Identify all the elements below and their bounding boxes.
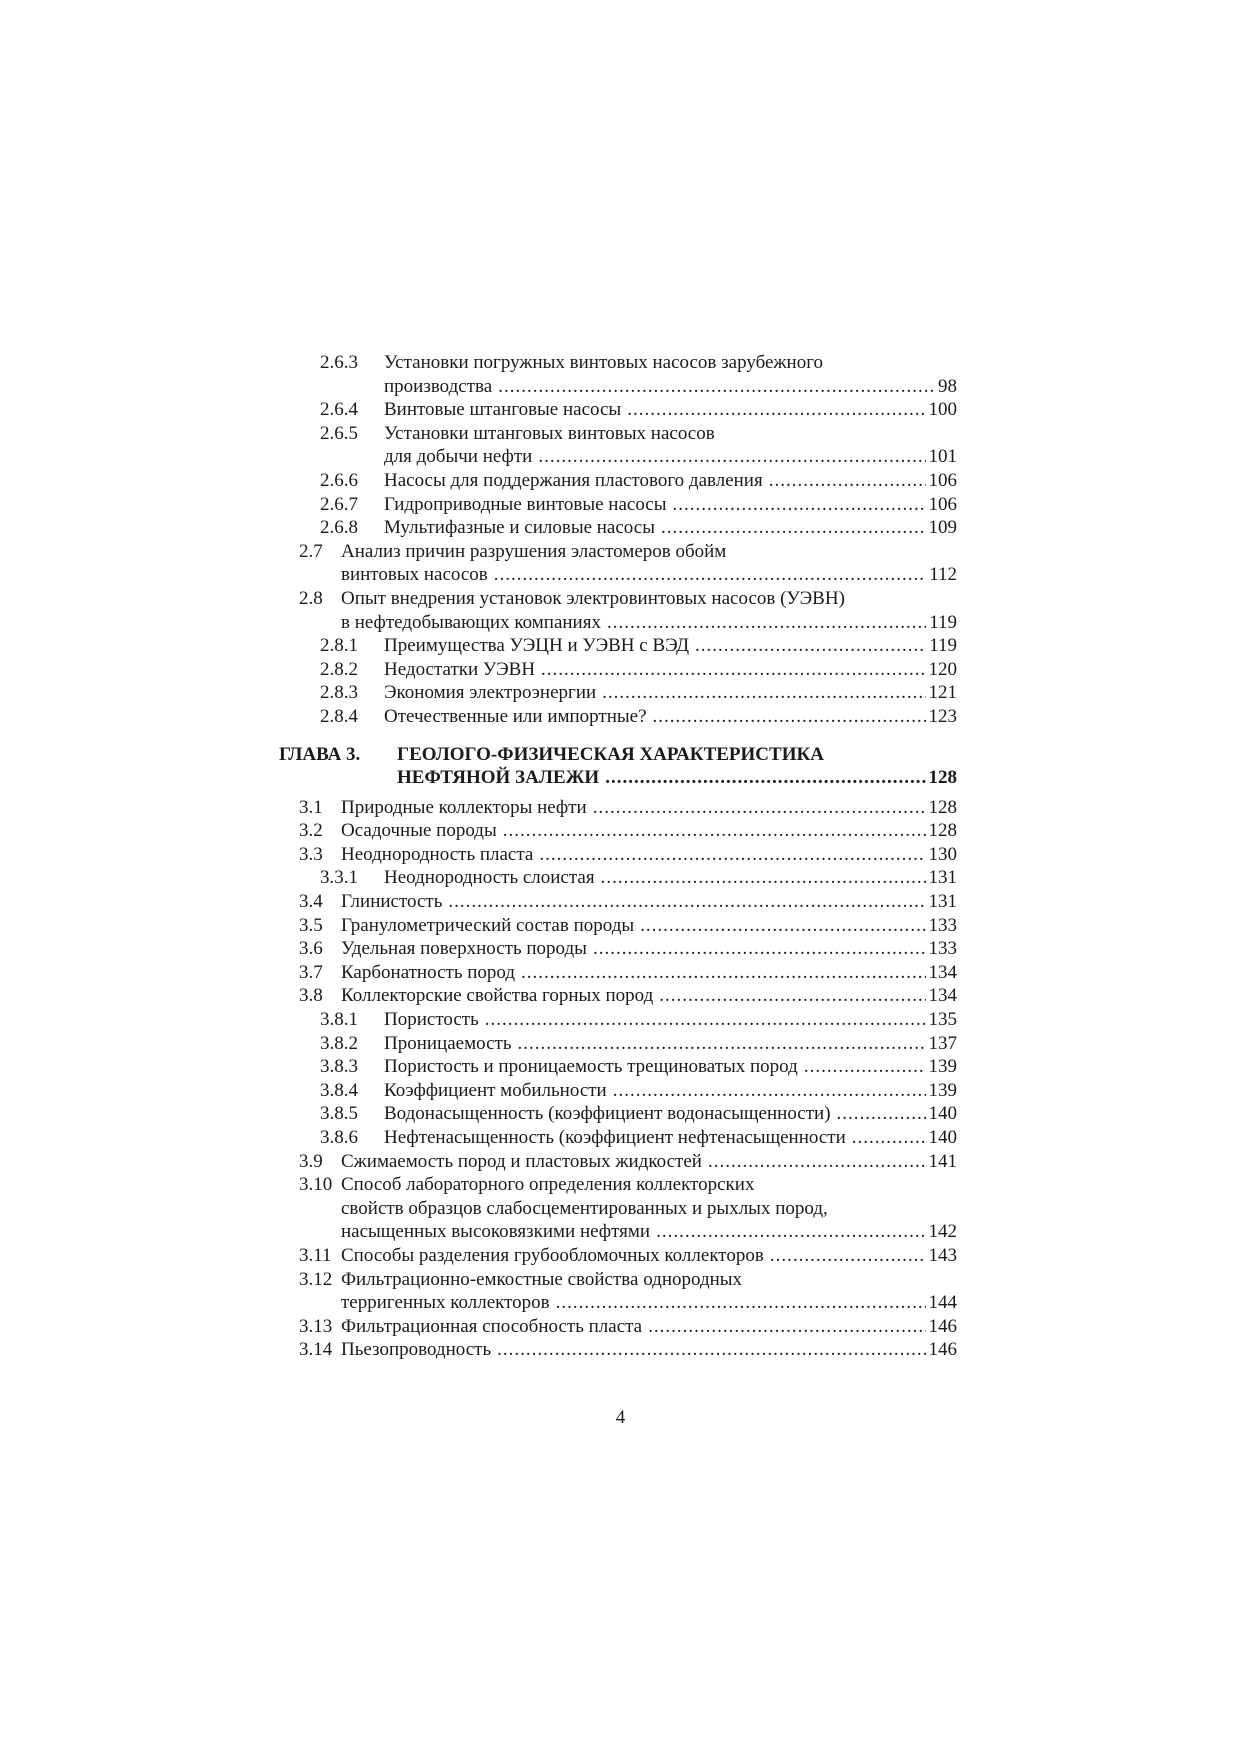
section-number: 3.8.6	[320, 1127, 358, 1148]
section-number: 3.13	[299, 1315, 333, 1337]
toc-line	[0, 563, 1241, 587]
dot-leader	[661, 516, 926, 540]
toc-line	[0, 587, 1241, 611]
page-ref: 100	[928, 399, 957, 421]
dot-leader	[648, 1315, 925, 1339]
toc-line	[0, 937, 1241, 961]
page-ref: 133	[928, 914, 957, 936]
section-number: 2.6.4	[320, 399, 358, 421]
section-number: 2.6.8	[320, 517, 358, 539]
page-ref: 135	[928, 1009, 957, 1031]
section-title: Неоднородность пласта	[341, 843, 534, 865]
section-number: 3.7	[299, 961, 323, 983]
section-number: 3.3.1	[320, 867, 358, 889]
section-title: насыщенных высоковязкими нефтями	[341, 1221, 651, 1243]
toc-line	[0, 493, 1241, 517]
page-ref: 128	[928, 796, 957, 818]
section-number: 2.8.2	[320, 658, 358, 680]
section-number: 3.4	[299, 891, 323, 913]
page-ref: 143	[928, 1244, 957, 1266]
section-title: Преимущества УЭЦН и УЭВН с ВЭД	[384, 635, 690, 657]
dot-leader	[497, 1338, 925, 1362]
section-title: Гидроприводные винтовые насосы	[384, 493, 667, 515]
section-number: 3.10	[299, 1174, 333, 1196]
dot-leader	[494, 563, 926, 587]
chapter-title: НЕФТЯНОЙ ЗАЛЕЖИ	[397, 767, 600, 789]
section-title: свойств образцов слабосцементированных и рыхлых пород,	[341, 1197, 828, 1219]
toc-line	[0, 375, 1241, 399]
toc-line	[0, 1126, 1241, 1150]
section-title: Пористость и проницаемость трещиноватых пород	[384, 1056, 798, 1078]
section-number: 2.8.1	[320, 635, 358, 657]
page-ref: 141	[928, 1150, 957, 1172]
page-ref: 98	[938, 375, 957, 397]
dot-leader	[656, 1220, 925, 1244]
toc-line	[0, 681, 1241, 705]
toc-line	[0, 1244, 1241, 1268]
page-ref: 123	[928, 705, 957, 727]
dot-leader	[769, 469, 926, 493]
toc-line	[0, 961, 1241, 985]
toc-line	[0, 351, 1241, 375]
toc-line	[0, 743, 1241, 767]
dot-leader	[653, 705, 926, 729]
toc-line	[0, 1032, 1241, 1056]
toc-line	[0, 1220, 1241, 1244]
page-ref: 128	[928, 767, 957, 789]
dot-leader	[804, 1055, 926, 1079]
section-title: Глинистость	[341, 891, 443, 913]
toc-line	[0, 1173, 1241, 1197]
toc-line	[0, 540, 1241, 564]
section-title: Мультифазные и силовые насосы	[384, 517, 655, 539]
section-title: Сжимаемость пород и пластовых жидкостей	[341, 1150, 702, 1172]
section-title: Пористость	[384, 1009, 479, 1031]
dot-leader	[770, 1244, 926, 1268]
section-title: Установки штанговых винтовых насосов	[384, 422, 715, 444]
toc-line	[0, 890, 1241, 914]
section-number: 3.5	[299, 914, 323, 936]
section-title: Способы разделения грубообломочных коллекторов	[341, 1244, 764, 1266]
page-ref: 133	[928, 938, 957, 960]
section-number: 3.8.2	[320, 1032, 358, 1054]
section-title: Нефтенасыщенность (коэффициент нефтенасыщенности	[384, 1127, 846, 1148]
section-title: Анализ причин разрушения эластомеров обойм	[341, 540, 727, 562]
section-title: Способ лабораторного определения коллекторских	[341, 1174, 755, 1196]
page-ref: 139	[928, 1056, 957, 1078]
toc-line	[0, 1268, 1241, 1292]
chapter-title: ГЕОЛОГО-ФИЗИЧЕСКАЯ ХАРАКТЕРИСТИКА	[397, 743, 824, 765]
section-number: 3.6	[299, 938, 323, 960]
dot-leader	[485, 1008, 926, 1032]
toc-line	[0, 445, 1241, 469]
dot-leader	[602, 681, 925, 705]
dot-leader	[498, 375, 935, 399]
dot-leader	[607, 611, 926, 635]
toc-line	[0, 705, 1241, 729]
page-ref: 106	[928, 469, 957, 491]
dot-leader	[627, 398, 925, 422]
section-title: производства	[384, 375, 493, 397]
chapter-label: ГЛАВА 3.	[279, 743, 361, 765]
dot-leader	[518, 1032, 926, 1056]
section-title: Недостатки УЭВН	[384, 658, 536, 680]
dot-leader	[539, 843, 925, 867]
dot-leader	[521, 961, 925, 985]
section-title: Удельная поверхность породы	[341, 938, 587, 960]
page-ref: 139	[928, 1079, 957, 1101]
toc-line	[0, 796, 1241, 820]
toc-line	[0, 843, 1241, 867]
section-title: винтовых насосов	[341, 564, 488, 586]
section-title: Проницаемость	[384, 1032, 512, 1054]
section-number: 3.1	[299, 796, 323, 818]
section-number: 3.8.5	[320, 1103, 358, 1125]
page-ref: 142	[928, 1221, 957, 1243]
section-number: 3.3	[299, 843, 323, 865]
toc-line	[0, 1197, 1241, 1221]
page-ref: 134	[928, 985, 957, 1007]
page-ref: 131	[928, 867, 957, 889]
toc-line	[0, 1055, 1241, 1079]
section-number: 3.2	[299, 820, 323, 842]
dot-leader	[837, 1102, 926, 1126]
toc-line	[0, 611, 1241, 635]
section-number: 3.14	[299, 1339, 333, 1361]
section-title: Коэффициент мобильности	[384, 1079, 607, 1101]
page-ref: 140	[928, 1103, 957, 1125]
table-of-contents	[0, 351, 1241, 1362]
page-ref: 131	[928, 891, 957, 913]
dot-leader	[852, 1126, 926, 1150]
page-ref: 146	[928, 1315, 957, 1337]
toc-line	[0, 1102, 1241, 1126]
toc-line	[0, 634, 1241, 658]
section-title: Природные коллекторы нефти	[341, 796, 587, 818]
toc-line	[0, 819, 1241, 843]
toc-line	[0, 516, 1241, 540]
section-number: 2.7	[299, 540, 323, 562]
page-ref: 137	[928, 1032, 957, 1054]
dot-leader	[659, 984, 925, 1008]
toc-line	[0, 1150, 1241, 1174]
section-number: 2.6.7	[320, 493, 358, 515]
section-number: 3.8.1	[320, 1009, 358, 1031]
section-title: Пьезопроводность	[341, 1339, 492, 1361]
section-title: Опыт внедрения установок электровинтовых насосов (УЭВН)	[341, 587, 845, 609]
toc-line	[0, 766, 1241, 790]
page-ref: 119	[929, 611, 957, 633]
section-title: Фильтрационно-емкостные свойства однородных	[341, 1268, 743, 1290]
section-number: 2.8	[299, 587, 323, 609]
page-ref: 130	[928, 843, 957, 865]
section-number: 3.8.3	[320, 1056, 358, 1078]
page-ref: 106	[928, 493, 957, 515]
page-number: 4	[615, 1407, 626, 1428]
section-number: 3.9	[299, 1150, 323, 1172]
toc-line	[0, 658, 1241, 682]
dot-leader	[640, 914, 925, 938]
section-title: Коллекторские свойства горных пород	[341, 985, 654, 1007]
page-ref: 101	[928, 446, 957, 468]
section-number: 3.8	[299, 985, 323, 1007]
page-ref: 109	[928, 517, 957, 539]
dot-leader	[538, 445, 925, 469]
section-number: 3.8.4	[320, 1079, 358, 1101]
page-ref: 119	[929, 635, 957, 657]
page-ref: 140	[928, 1127, 957, 1148]
toc-line	[0, 1291, 1241, 1315]
toc-line	[0, 1315, 1241, 1339]
section-number: 2.6.5	[320, 422, 358, 444]
toc-line	[0, 1008, 1241, 1032]
dot-leader	[605, 766, 925, 790]
page-ref: 144	[928, 1292, 957, 1314]
page-ref: 134	[928, 961, 957, 983]
dot-leader	[695, 634, 926, 658]
dot-leader	[593, 796, 926, 820]
toc-line	[0, 914, 1241, 938]
dot-leader	[613, 1079, 926, 1103]
section-number: 3.11	[299, 1244, 332, 1266]
section-title: Винтовые штанговые насосы	[384, 399, 622, 421]
section-title: Экономия электроэнергии	[384, 682, 597, 704]
dot-leader	[556, 1291, 926, 1315]
toc-line	[0, 1079, 1241, 1103]
section-number: 2.6.3	[320, 352, 358, 373]
section-title: Гранулометрический состав породы	[341, 914, 635, 936]
dot-leader	[448, 890, 925, 914]
section-title: Насосы для поддержания пластового давления	[384, 469, 763, 491]
toc-line	[0, 1338, 1241, 1362]
section-title: Отечественные или импортные?	[384, 705, 647, 727]
toc-line	[0, 422, 1241, 446]
dot-leader	[673, 493, 926, 517]
page-ref: 146	[928, 1339, 957, 1361]
section-title: Осадочные породы	[341, 820, 497, 842]
toc-line	[0, 984, 1241, 1008]
section-title: Водонасыщенность (коэффициент водонасыщенности)	[384, 1103, 831, 1125]
section-title: Неоднородность слоистая	[384, 867, 595, 889]
dot-leader	[503, 819, 926, 843]
page-ref: 112	[929, 564, 957, 586]
page-ref: 120	[928, 658, 957, 680]
section-number: 2.8.4	[320, 705, 358, 727]
page-ref: 121	[928, 682, 957, 704]
section-title: Фильтрационная способность пласта	[341, 1315, 643, 1337]
section-number: 2.6.6	[320, 469, 358, 491]
section-title: Установки погружных винтовых насосов зарубежного	[384, 352, 824, 373]
dot-leader	[593, 937, 926, 961]
section-title: Карбонатность пород	[341, 961, 516, 983]
toc-line	[0, 398, 1241, 422]
section-number: 2.8.3	[320, 682, 358, 704]
dot-leader	[541, 658, 925, 682]
toc-line	[0, 469, 1241, 493]
page-ref: 128	[928, 820, 957, 842]
section-title: для добычи нефти	[384, 446, 533, 468]
dot-leader	[601, 866, 926, 890]
section-title: терригенных коллекторов	[341, 1292, 550, 1314]
section-number: 3.12	[299, 1268, 333, 1290]
toc-line	[0, 866, 1241, 890]
section-title: в нефтедобывающих компаниях	[341, 611, 601, 633]
dot-leader	[708, 1150, 926, 1174]
